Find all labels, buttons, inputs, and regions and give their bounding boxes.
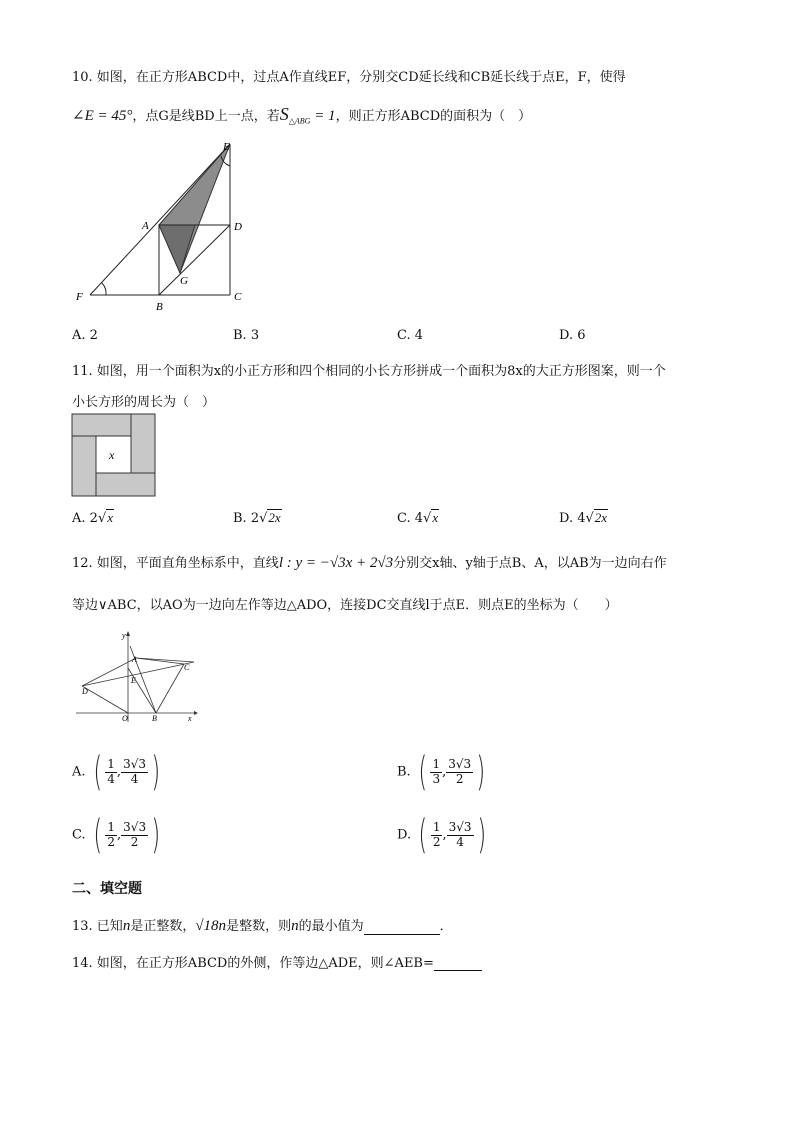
q10-option-c: C. 4 (397, 328, 424, 343)
q11-figure (71, 413, 157, 497)
q11-option-c: C. 4√x (397, 510, 439, 526)
q12-option-c: C. ( $\frac{1}{2}$ , $\frac{3√3}{2}$ ) (72, 812, 161, 858)
q10-option-a: A. 2 (72, 328, 98, 343)
q10-area-value: = 1 (310, 108, 336, 124)
q13-answer-blank[interactable] (364, 934, 440, 935)
q11-option-a: A. 2√x (72, 510, 114, 526)
q10-line2-text-e: ，则正方形ABCD的面积为（ ） (335, 109, 532, 124)
section2-title: 二、填空题 (72, 881, 142, 897)
q10-figure (70, 138, 260, 313)
q10-label-b: B (156, 301, 163, 313)
q11-option-d: D. 4√2x (559, 510, 608, 526)
q10-label-g: G (180, 275, 188, 287)
q10-line2-text-b: ，点G是线BD上一点，若 (132, 109, 280, 124)
q12-label-c: C (184, 663, 190, 672)
q11-line1: 11. 如图，用一个面积为x的小正方形和四个相同的小长方形拼成一个面积为8x的大正方形图案，则一个 (72, 364, 666, 379)
q11-rect-bottom (96, 473, 155, 496)
q11-rect-right (131, 414, 155, 473)
q10-area-symbol: S (279, 104, 289, 124)
q10-label-a: A (142, 220, 149, 232)
q10-area-sub: △ABG (288, 116, 311, 126)
q12-option-a: A. ( $\frac{1}{4}$ , $\frac{3√3}{4}$ ) (72, 749, 161, 795)
q12-label-a: A (132, 655, 137, 664)
q12-label-x: x (188, 714, 192, 723)
q10-line2 (72, 104, 531, 126)
q12-line1: 12. 如图，平面直角坐标系中，直线l : y = −√3x + 2√3分别交x轴、y轴于点B、A，以AB为一边向右作 (72, 555, 667, 571)
q12-option-d: D. ( $\frac{1}{2}$ , $\frac{3√3}{4}$ ) (397, 812, 486, 858)
q14-answer-blank[interactable] (434, 970, 482, 971)
q12-label-y: y (122, 631, 126, 640)
q12-label-b: B (152, 714, 157, 723)
q11-rect-top (72, 414, 131, 436)
q12-line-equation: l : y = −√3x + 2√3 (278, 555, 394, 571)
q10-label-c: C (234, 291, 242, 303)
q10-label-e: E (223, 141, 230, 153)
q10-label-d: D (234, 221, 242, 233)
q12-label-o: O (122, 714, 128, 723)
q11-line2: 小长方形的周长为（ ） (72, 395, 216, 410)
q10-angle-e: ∠E = 45° (72, 108, 133, 124)
q10-line-ef (90, 144, 230, 295)
q12-label-d: D (82, 687, 88, 696)
q11-option-b: B. 2√2x (233, 510, 281, 526)
q11-label-x: x (109, 448, 115, 462)
q10-option-b: B. 3 (233, 328, 260, 343)
q12-figure (72, 628, 200, 724)
q10-line1: 10. 如图，在正方形ABCD中，过点A作直线EF，分别交CD延长线和CB延长线于点E，F，使得 (72, 70, 626, 85)
q14-line: 14. 如图，在正方形ABCD的外侧，作等边△ADE，则∠AEB= (72, 952, 482, 971)
q12-label-e: E (131, 676, 136, 685)
q13-line: 13. 已知n是正整数，√18n是整数，则n的最小值为 ． (72, 918, 453, 934)
q10-label-f: F (76, 291, 83, 303)
q10-option-d: D. 6 (559, 328, 586, 343)
q12-option-b: B. ( $\frac{1}{3}$ , $\frac{3√3}{2}$ ) (397, 749, 486, 795)
q11-rect-left (72, 436, 96, 496)
q12-line2: 等边∨ABC，以AO为一边向左作等边△ADO，连接DC交直线l于点E．则点E的坐标为（ ） (72, 598, 618, 613)
q13-radical: √18n (195, 918, 227, 934)
